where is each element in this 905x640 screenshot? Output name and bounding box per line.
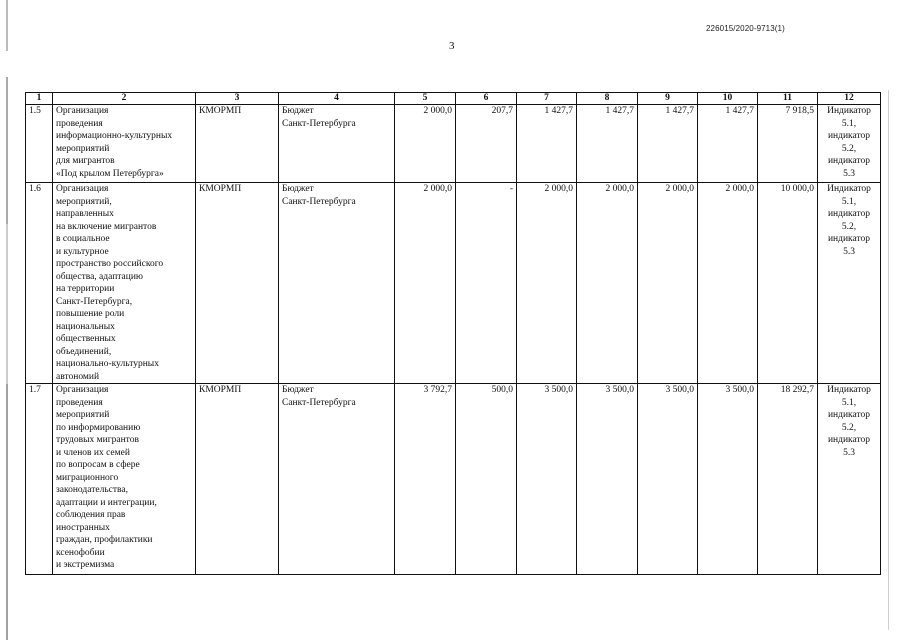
value-col8: 1 427,7	[577, 105, 638, 183]
value-col10: 3 500,0	[698, 384, 758, 575]
row-number: 1.6	[26, 183, 53, 384]
col-header: 8	[577, 93, 638, 105]
col-header: 7	[517, 93, 577, 105]
value-col5: 2 000,0	[395, 183, 456, 384]
funding-source: Бюджет Санкт-Петербурга	[279, 105, 395, 183]
executor: КМОРМП	[196, 183, 279, 384]
col-header: 1	[26, 93, 53, 105]
value-col9: 3 500,0	[638, 384, 698, 575]
col-header: 12	[818, 93, 881, 105]
value-col7: 1 427,7	[517, 105, 577, 183]
row-number: 1.5	[26, 105, 53, 183]
col-header: 5	[395, 93, 456, 105]
table-row	[26, 105, 881, 183]
indicators: Индикатор 5.1, индикатор 5.2, индикатор 5.3	[818, 183, 881, 384]
col-header: 10	[698, 93, 758, 105]
value-col11: 10 000,0	[758, 183, 818, 384]
value-col10: 2 000,0	[698, 183, 758, 384]
value-col6: 207,7	[456, 105, 517, 183]
executor: КМОРМП	[196, 384, 279, 575]
header-row	[26, 93, 881, 105]
row-number: 1.7	[26, 384, 53, 575]
value-col10: 1 427,7	[698, 105, 758, 183]
value-col7: 3 500,0	[517, 384, 577, 575]
value-col6: -	[456, 183, 517, 384]
value-col9: 2 000,0	[638, 183, 698, 384]
executor: КМОРМП	[196, 105, 279, 183]
indicators: Индикатор 5.1, индикатор 5.2, индикатор 5.3	[818, 384, 881, 575]
col-header: 6	[456, 93, 517, 105]
page-number: 3	[449, 40, 455, 52]
funding-source: Бюджет Санкт-Петербурга	[279, 384, 395, 575]
table-row	[26, 384, 881, 575]
value-col11: 18 292,7	[758, 384, 818, 575]
value-col11: 7 918,5	[758, 105, 818, 183]
value-col9: 1 427,7	[638, 105, 698, 183]
budget-table	[25, 92, 881, 575]
activity-name: Организация мероприятий, направленных на включение мигрантов в социальное и культурное пространство российского общества, адаптацию на территории Санкт-Петербурга, повышение роли национальных общественных объединений, национально-культурных автономий	[53, 183, 196, 384]
col-header: 11	[758, 93, 818, 105]
value-col5: 3 792,7	[395, 384, 456, 575]
activity-name: Организация проведения информационно-культурных мероприятий для мигрантов «Под крылом Петербурга»	[53, 105, 196, 183]
funding-source: Бюджет Санкт-Петербурга	[279, 183, 395, 384]
value-col8: 3 500,0	[577, 384, 638, 575]
indicators: Индикатор 5.1, индикатор 5.2, индикатор 5.3	[818, 105, 881, 183]
scan-edge-right	[888, 90, 889, 630]
scan-edge-left	[6, 0, 8, 640]
activity-name: Организация проведения мероприятий по информированию трудовых мигрантов и членов их семей по вопросам в сфере миграционного законодательства, адаптации и интеграции, соблюдения прав иностранных граждан, профилактики ксенофобии и экстремизма	[53, 384, 196, 575]
table-row	[26, 183, 881, 384]
document-id: 226015/2020-9713(1)	[706, 24, 785, 33]
value-col8: 2 000,0	[577, 183, 638, 384]
col-header: 4	[279, 93, 395, 105]
col-header: 2	[53, 93, 196, 105]
col-header: 9	[638, 93, 698, 105]
value-col6: 500,0	[456, 384, 517, 575]
value-col5: 2 000,0	[395, 105, 456, 183]
col-header: 3	[196, 93, 279, 105]
value-col7: 2 000,0	[517, 183, 577, 384]
